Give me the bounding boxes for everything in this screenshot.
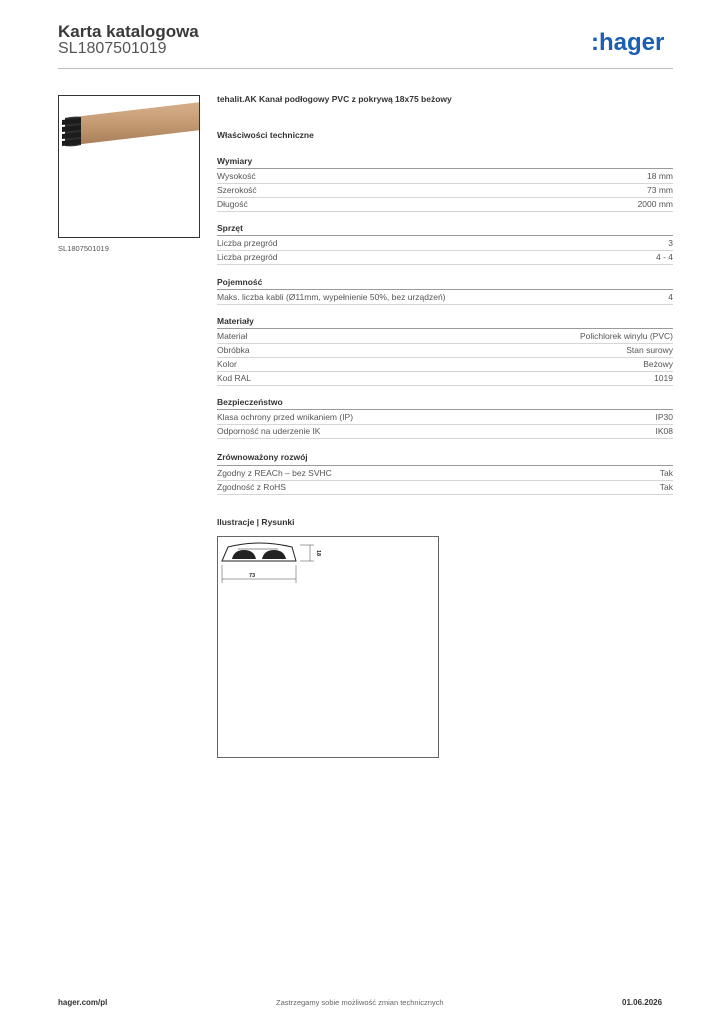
spec-value: Polichlorek winylu (PVC): [579, 331, 673, 341]
spec-key: Obróbka: [217, 345, 250, 355]
section-title: Zrównoważony rozwój: [217, 452, 308, 462]
footer-disclaimer: Zastrzegamy sobie możliwość zmian technicznych: [276, 998, 444, 1007]
section-divider: [217, 328, 673, 329]
svg-text::hager: :hager: [591, 29, 665, 56]
properties-heading: Właściwości techniczne: [217, 130, 314, 140]
table-row: [217, 481, 673, 495]
table-row: [217, 251, 673, 265]
table-row: [217, 198, 673, 212]
section-divider: [217, 465, 673, 466]
width-dimension: 73: [249, 573, 256, 579]
table-row: [217, 411, 673, 425]
table-row: [217, 291, 673, 305]
spec-value: 18 mm: [647, 171, 673, 181]
page-title: Karta katalogowa: [58, 22, 199, 41]
section-divider: [217, 289, 673, 290]
image-caption: SL1807501019: [58, 244, 109, 253]
spec-value: 4 - 4: [655, 252, 673, 262]
spec-value: Stan surowy: [626, 345, 673, 355]
table-row: [217, 372, 673, 386]
spec-key: Długość: [217, 199, 248, 209]
illustrations-title: Ilustracje | Rysunki: [217, 517, 295, 527]
section-title: Wymiary: [217, 156, 253, 166]
product-title: tehalit.AK Kanał podłogowy PVC z pokrywą 18x75 beżowy: [217, 94, 452, 104]
spec-value: 3: [668, 238, 673, 248]
technical-drawing: [217, 536, 439, 758]
table-row: [217, 467, 673, 481]
spec-key: Liczba przegród: [217, 238, 278, 248]
spec-key: Materiał: [217, 331, 248, 341]
table-row: [217, 425, 673, 439]
spec-key: Zgodny z REACh – bez SVHC: [217, 468, 332, 478]
spec-value: 2000 mm: [637, 199, 673, 209]
table-row: [217, 170, 673, 184]
section-title: Bezpieczeństwo: [217, 397, 283, 407]
table-row: [217, 344, 673, 358]
spec-key: Szerokość: [217, 185, 257, 195]
section-divider: [217, 168, 673, 169]
table-row: [217, 237, 673, 251]
section-divider: [217, 235, 673, 236]
spec-key: Liczba przegród: [217, 252, 278, 262]
footer-date: 01.06.2026: [622, 998, 663, 1007]
spec-value: Tak: [659, 468, 673, 478]
spec-key: Kod RAL: [217, 373, 252, 383]
section-title: Pojemność: [217, 277, 263, 287]
spec-value: IK08: [655, 426, 673, 436]
table-row: [217, 358, 673, 372]
spec-key: Odporność na uderzenie IK: [217, 426, 321, 436]
section-title: Sprzęt: [217, 223, 243, 233]
section-title: Materiały: [217, 316, 254, 326]
spec-value: 73 mm: [647, 185, 673, 195]
section-divider: [217, 409, 673, 410]
spec-value: IP30: [655, 412, 673, 422]
spec-value: 1019: [654, 373, 673, 383]
spec-value: Beżowy: [643, 359, 673, 369]
header-divider: [58, 68, 673, 69]
table-row: [217, 184, 673, 198]
spec-key: Wysokość: [217, 171, 256, 181]
table-row: [217, 330, 673, 344]
spec-value: Tak: [659, 482, 673, 492]
footer-website-link[interactable]: hager.com/pl: [58, 998, 108, 1007]
spec-key: Zgodność z RoHS: [217, 482, 286, 492]
height-dimension: 18: [315, 550, 321, 557]
spec-key: Kolor: [217, 359, 237, 369]
spec-value: 4: [668, 292, 673, 302]
hager-logo: [591, 28, 673, 56]
product-code: SL1807501019: [58, 40, 167, 57]
spec-key: Maks. liczba kabli (Ø11mm, wypełnienie 50%, bez urządzeń): [217, 292, 446, 302]
product-image: [58, 95, 200, 238]
spec-key: Klasa ochrony przed wnikaniem (IP): [217, 412, 354, 422]
